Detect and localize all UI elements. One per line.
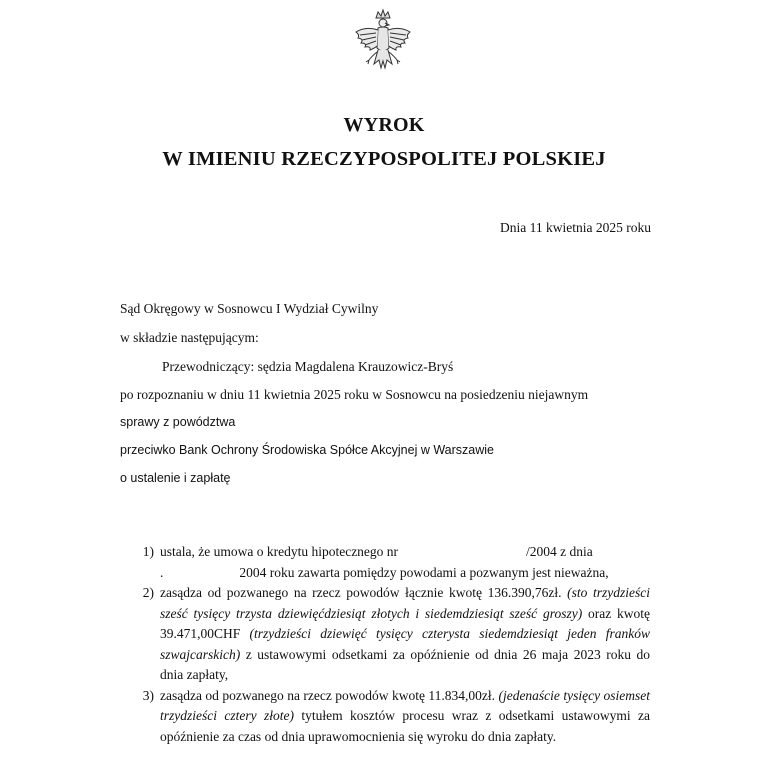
ruling-text: zasądza od pozwanego na rzecz powodów kwotę 11.834,00zł. (jedenaście tysięcy osiemset trzydzieści cztery złote) tytułem kosztów procesu wraz z odsetkami ustawowymi za opóźnienie za czas od dnia uprawomocnienia się wyroku do dnia zapłaty. xyxy=(160,687,650,744)
rulings-list xyxy=(120,542,650,747)
ruling-item xyxy=(120,686,650,748)
ruling-number: 2) xyxy=(142,585,154,600)
ruling-item xyxy=(120,542,650,583)
ruling-item xyxy=(120,583,650,686)
polish-eagle-icon xyxy=(352,8,414,74)
presiding-judge: Przewodniczący: sędzia Magdalena Krauzowicz-Bryś xyxy=(162,359,454,374)
ruling-number: 3) xyxy=(142,687,154,703)
court-name: Sąd Okręgowy w Sosnowcu I Wydział Cywilny xyxy=(120,301,379,316)
case-label: sprawy z powództwa xyxy=(120,415,236,429)
judgment-date: Dnia 11 kwietnia 2025 roku xyxy=(500,220,651,235)
document-subtitle: W IMIENIU RZECZYPOSPOLITEJ POLSKIEJ xyxy=(162,148,606,170)
ruling-text: ustala, że umowa o kredytu hipotecznego nr /2004 z dnia . 2004 roku zawarta pomiędzy powodami a pozwanym jest nieważna, xyxy=(160,544,609,580)
ruling-text: zasądza od pozwanego na rzecz powodów łącznie kwotę 136.390,76zł. (sto trzydzieści sześć tysięcy trzysta dziewięćdziesiąt złotych i siedemdziesiąt sześć groszy) oraz kwotę 39.471,00CHF (trzydzieści dziewięć tysięcy czterysta siedemdziesiąt jeden franków szwajcarskich) z ustawowymi odsetkami za opóźnienie od dnia 26 maja 2023 roku do dnia zapłaty, xyxy=(160,585,651,682)
hearing-info: po rozpoznaniu w dniu 11 kwietnia 2025 roku w Sosnowcu na posiedzeniu niejawnym xyxy=(120,387,589,402)
composition-label: w składzie następującym: xyxy=(120,330,259,345)
case-subject: o ustalenie i zapłatę xyxy=(120,471,231,485)
ruling-number: 1) xyxy=(142,544,154,559)
document-title: WYROK xyxy=(343,114,425,136)
defendant: przeciwko Bank Ochrony Środowiska Spółce Akcyjnej w Warszawie xyxy=(120,443,494,457)
